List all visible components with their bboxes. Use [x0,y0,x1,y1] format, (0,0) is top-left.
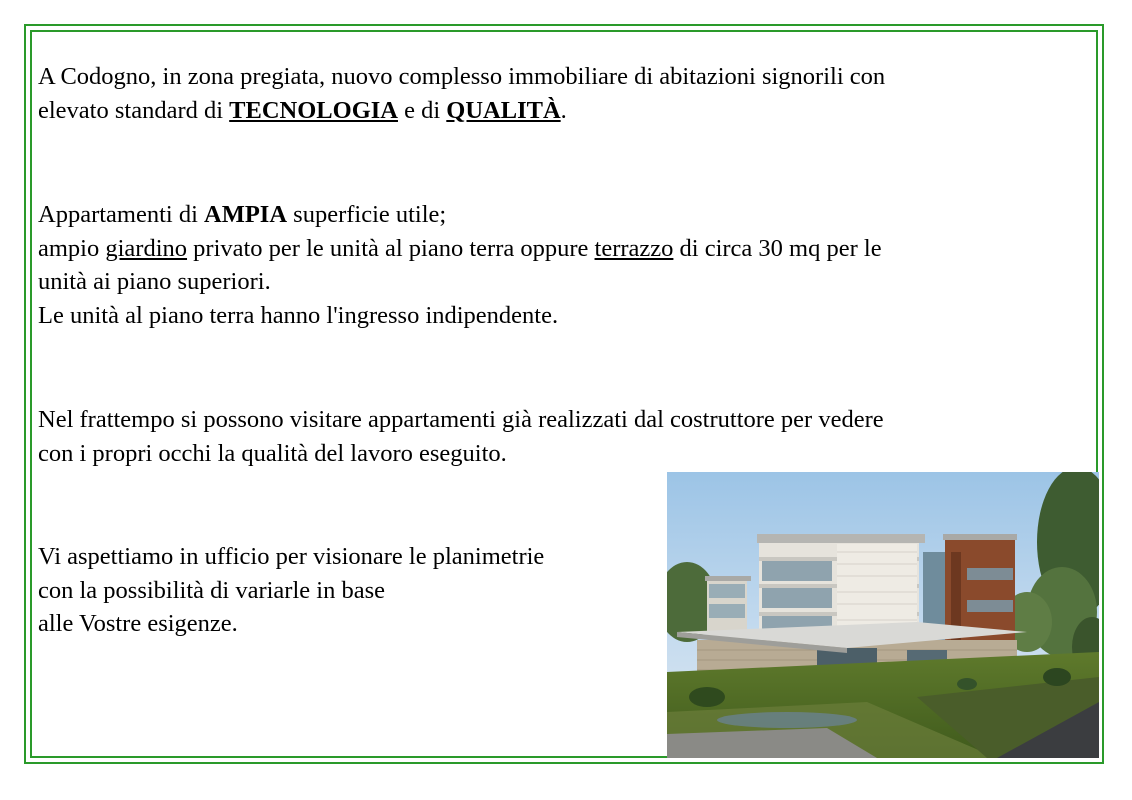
office-paragraph [38,540,544,641]
building-render-image [667,472,1099,758]
office-line-1: Vi aspettiamo in ufficio per visionare le planimetrie [38,543,545,570]
technology-highlight: TECNOLOGIA [229,96,398,124]
quality-highlight: QUALITÀ [446,96,561,124]
features-line-1: Appartamenti di AMPIA superficie utile; [38,201,447,228]
features-line-4: Le unità al piano terra hanno l'ingresso indipendente. [38,301,559,329]
garden-term: giardino [105,234,188,262]
intro-paragraph [38,60,885,127]
ampia-highlight: AMPIA [204,201,288,228]
office-line-3: alle Vostre esigenze. [38,610,238,637]
building-render-illustration [667,472,1099,758]
terrace-term: terrazzo [594,234,674,262]
visits-paragraph [38,403,884,470]
intro-line-2: elevato standard di TECNOLOGIA e di QUALITÀ. [38,96,567,124]
visits-line-1: Nel frattempo si possono visitare appartamenti già realizzati dal costruttore per vedere [38,406,884,433]
features-line-3: unità ai piano superiori. [38,268,271,295]
office-line-2: con la possibilità di variarle in base [38,576,385,604]
features-paragraph [38,198,882,332]
intro-line-1: A Codogno, in zona pregiata, nuovo complesso immobiliare di abitazioni signorili con [38,63,886,90]
features-line-2: ampio giardino privato per le unità al piano terra oppure terrazzo di circa 30 mq per le [38,234,882,262]
visits-line-2: con i propri occhi la qualità del lavoro eseguito. [38,439,507,467]
